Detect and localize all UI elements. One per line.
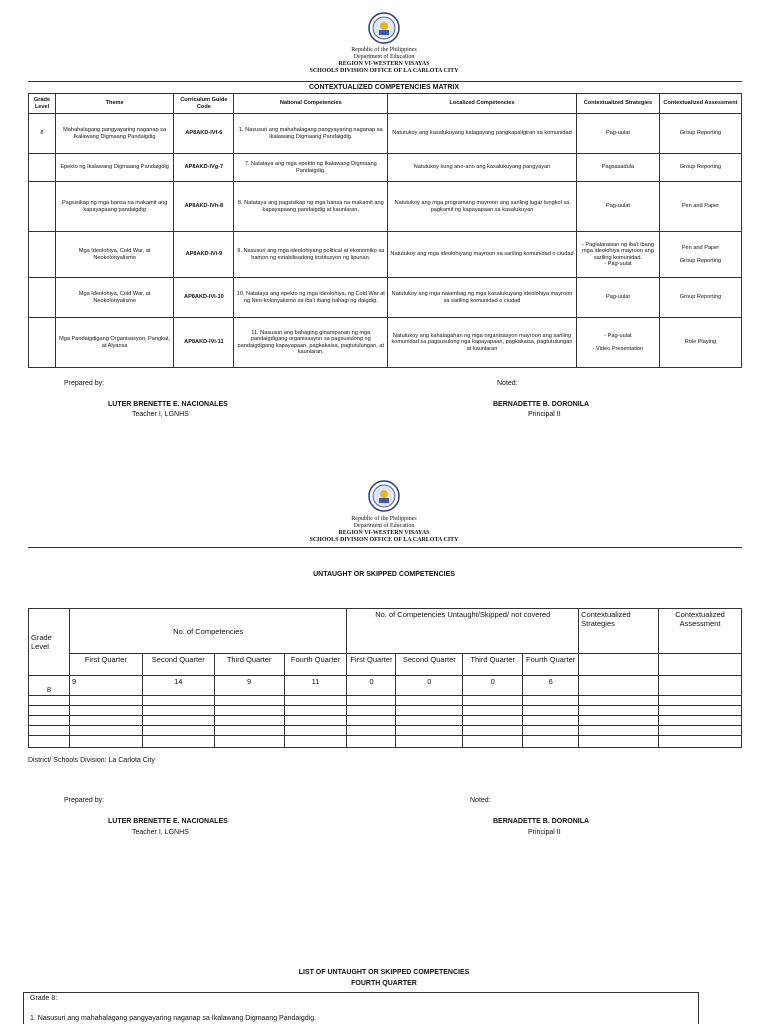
theme-cell: Pagsisikap ng mga bansa na makamit ang kapayapaang pandaigdig	[55, 182, 173, 232]
preparer-title: Teacher I, LGNHS	[132, 411, 189, 418]
assessment-cell: Group Reporting	[659, 154, 741, 182]
q3-untaught-count: 0	[463, 676, 523, 696]
preparer-title: Teacher I, LGNHS	[132, 829, 189, 836]
code-cell: AP8AKD-IVi-11	[174, 318, 234, 368]
code-cell: AP8AKD-IVi-9	[174, 232, 234, 278]
col-grade-level: Grade Level	[29, 94, 56, 114]
code-cell: AP8AKD-IVf-6	[174, 114, 234, 154]
q4-untaught-count: 6	[523, 676, 579, 696]
prepared-by-label: Prepared by:	[64, 380, 105, 387]
q1-header: First Quarter	[69, 654, 142, 676]
header-region: REGION VI-WESTERN VISAYAS	[338, 530, 430, 536]
theme-cell: Mga Ideolohiya, Cold War, at Neokolonyalismo	[55, 232, 173, 278]
q2-header: Second Quarter	[142, 654, 214, 676]
q4-untaught-header: Fourth Quarter	[523, 654, 579, 676]
untaught-list-box	[23, 992, 699, 1024]
assessment-cell: Group Reporting	[659, 278, 741, 318]
header-division: SCHOOLS DIVISION OFFICE OF LA CARLOTA CITY	[309, 68, 459, 74]
theme-cell: Mga Pandaigdigang Organisasyon, Pangkat, at Alyansa	[55, 318, 173, 368]
q3-header: Third Quarter	[214, 654, 284, 676]
no-competencies-header: No. of Competencies	[69, 609, 347, 654]
localized-cell: Natutukoy kung ano-ano ang kasalukuyang pangyayari	[388, 154, 577, 182]
list-title: LIST OF UNTAUGHT OR SKIPPED COMPETENCIES	[298, 969, 470, 976]
col-curriculum-code: Curriculum Guide Code	[174, 94, 234, 114]
deped-seal-icon	[368, 480, 400, 512]
untaught-title: UNTAUGHT OR SKIPPED COMPETENCIES	[313, 571, 455, 578]
table-row	[29, 318, 742, 368]
noter-name: BERNADETTE B. DORONILA	[493, 401, 590, 408]
q1-count: 9	[69, 676, 142, 696]
grade-level-header: Grade Level	[29, 609, 70, 676]
theme-cell: Epekto ng Ikalawang Digmaang Pandaigdig	[55, 154, 173, 182]
district-label: District/ Schools Division: La Carlota City	[28, 757, 155, 764]
assessment-cell: Group Reporting	[659, 114, 741, 154]
national-cell: 7. Natataya ang mga epekto ng Ikalawang Digmaang Pandaigdig.	[234, 154, 388, 182]
assessment-cell: Pen and Paper Group Reporting	[659, 232, 741, 278]
header-republic: Republic of the Philippines	[351, 516, 417, 522]
strategy-cell: Pagsasadula	[576, 154, 659, 182]
strategy-cell: Pag-uulat	[576, 114, 659, 154]
noter-title: Principal II	[528, 411, 561, 418]
strategy-cell: Pag-uulat	[576, 278, 659, 318]
list-item: 1. Nasusuri ang mahahalagang pangyayaring naganap sa Ikalawang Digmaang Pandaigdig.	[30, 1015, 317, 1022]
strategy-cell: - Paglalarawan ng iba't ibang mga ideolohiya mayroon ang sariling komunidad. - Pag-uulat	[576, 232, 659, 278]
header-department: Department of Education	[353, 523, 415, 529]
preparer-name: LUTER BRENETTE E. NACIONALES	[108, 401, 228, 408]
q3-untaught-header: Third Quarter	[463, 654, 523, 676]
deped-seal-icon	[368, 12, 400, 44]
untaught-table	[28, 608, 742, 748]
strategy-cell: - Pag-uulat - Video Presentation	[576, 318, 659, 368]
q1-untaught-header: First Quarter	[347, 654, 396, 676]
code-cell: AP8AKD-IVi-10	[174, 278, 234, 318]
header-divider	[28, 81, 742, 82]
list-grade-label: Grade 8:	[30, 995, 58, 1002]
noter-name: BERNADETTE B. DORONILA	[493, 818, 590, 825]
col-national-competencies: National Competencies	[234, 94, 388, 114]
noted-label: Noted:	[470, 797, 491, 804]
no-untaught-header: No. of Competencies Untaught/Skipped/ not covered	[347, 609, 579, 654]
theme-cell: Mga Ideolohiya, Cold War, at Neokolonyalismo	[55, 278, 173, 318]
header-divider	[28, 547, 742, 548]
code-cell: AP8AKD-IVh-8	[174, 182, 234, 232]
localized-cell: Natutukoy ang mga naiambag ng mga kasalukuyang ideolohiya mayroon sa sariling komunidad o ciudad	[388, 278, 577, 318]
header-republic: Republic of the Philippines	[351, 47, 417, 53]
q2-untaught-count: 0	[396, 676, 463, 696]
code-cell: AP8AKD-IVg-7	[174, 154, 234, 182]
national-cell: 1. Nasusuri ang mahahalagang pangyayaring naganap sa Ikalawang Digmaang Pandaigdig.	[234, 114, 388, 154]
national-cell: 8. Natataya ang pagsisikap ng mga bansa na makamit ang kapayapaang pandaigdig at kaunlaran.	[234, 182, 388, 232]
preparer-name: LUTER BRENETTE E. NACIONALES	[108, 818, 228, 825]
col-localized-competencies: Localized Competencies	[388, 94, 577, 114]
localized-cell: Natutukoy ang kasalukuyang kalagayang pangkapaligiran sa komunidad	[388, 114, 577, 154]
localized-cell: Natutukoy ang mga programang mayroon ang sariling lugar tungkol sa pagkamit ng kapayapaan sa kasalukuyan	[388, 182, 577, 232]
table-row	[29, 114, 742, 154]
national-cell: 10. Natataya ang epekto ng mga ideolohiya, ng Cold War at ng Neo-kolonyalismo sa iba't ibang bahagi ng daigdig.	[234, 278, 388, 318]
national-cell: 9. Nasusuri ang mga ideolohiyang political at ekonomiko sa hamon ng estabilisadong institusyon ng lipunan.	[234, 232, 388, 278]
q2-count: 14	[142, 676, 214, 696]
localized-cell: Natutukoy ang mga ideolohiyang mayroon sa sariling komunidad o ciudad	[388, 232, 577, 278]
assessment-cell: Pen and Paper	[659, 182, 741, 232]
strategies-header: Contextualized Strategies	[579, 609, 659, 654]
grade-cell: 8	[29, 114, 56, 154]
table-row	[29, 232, 742, 278]
localized-cell: Natutukoy ang kahalagahan ng mga organisasyon mayroon ang sariling komunidad sa pagsusulong nga kapayapaan, pagkakaisa, pagtutulungan at kaunlaran	[388, 318, 577, 368]
q4-header: Fourth Quarter	[284, 654, 347, 676]
national-cell: 11. Nasusuri ang bahaging ginampanan ng mga pandaigdigang organisasyon sa pagsusulong ng pandaigdigang kapayapaan, pagkakaisa, pagtutulungan, at kaunlaran.	[234, 318, 388, 368]
noted-label: Noted:	[497, 380, 518, 387]
matrix-title: CONTEXTUALIZED COMPETENCIES MATRIX	[309, 84, 459, 91]
table-row	[29, 154, 742, 182]
table-row	[29, 182, 742, 232]
header-division: SCHOOLS DIVISION OFFICE OF LA CARLOTA CITY	[309, 537, 459, 543]
header-region: REGION VI-WESTERN VISAYAS	[338, 61, 430, 67]
strategy-cell: Pag-uulat	[576, 182, 659, 232]
theme-cell: Mahahalagang pangyayaring naganap sa Ikalawang Digmaang Pandaigdig	[55, 114, 173, 154]
noter-title: Principal II	[528, 829, 561, 836]
table-row	[29, 278, 742, 318]
q3-count: 9	[214, 676, 284, 696]
table-row	[29, 676, 742, 696]
grade-cell: 8	[29, 676, 70, 696]
assessment-cell: Role Playing	[659, 318, 741, 368]
prepared-by-label: Prepared by:	[64, 797, 105, 804]
competencies-matrix-table	[28, 93, 742, 368]
col-theme: Theme	[55, 94, 173, 114]
q2-untaught-header: Second Quarter	[396, 654, 463, 676]
list-subtitle: FOURTH QUARTER	[351, 980, 417, 987]
q4-count: 11	[284, 676, 347, 696]
header-department: Department of Education	[353, 54, 415, 60]
q1-untaught-count: 0	[347, 676, 396, 696]
col-strategies: Contextualized Strategies	[576, 94, 659, 114]
col-assessment: Contextualized Assessment	[659, 94, 741, 114]
assessment-header: Contextualized Assessment	[659, 609, 742, 654]
